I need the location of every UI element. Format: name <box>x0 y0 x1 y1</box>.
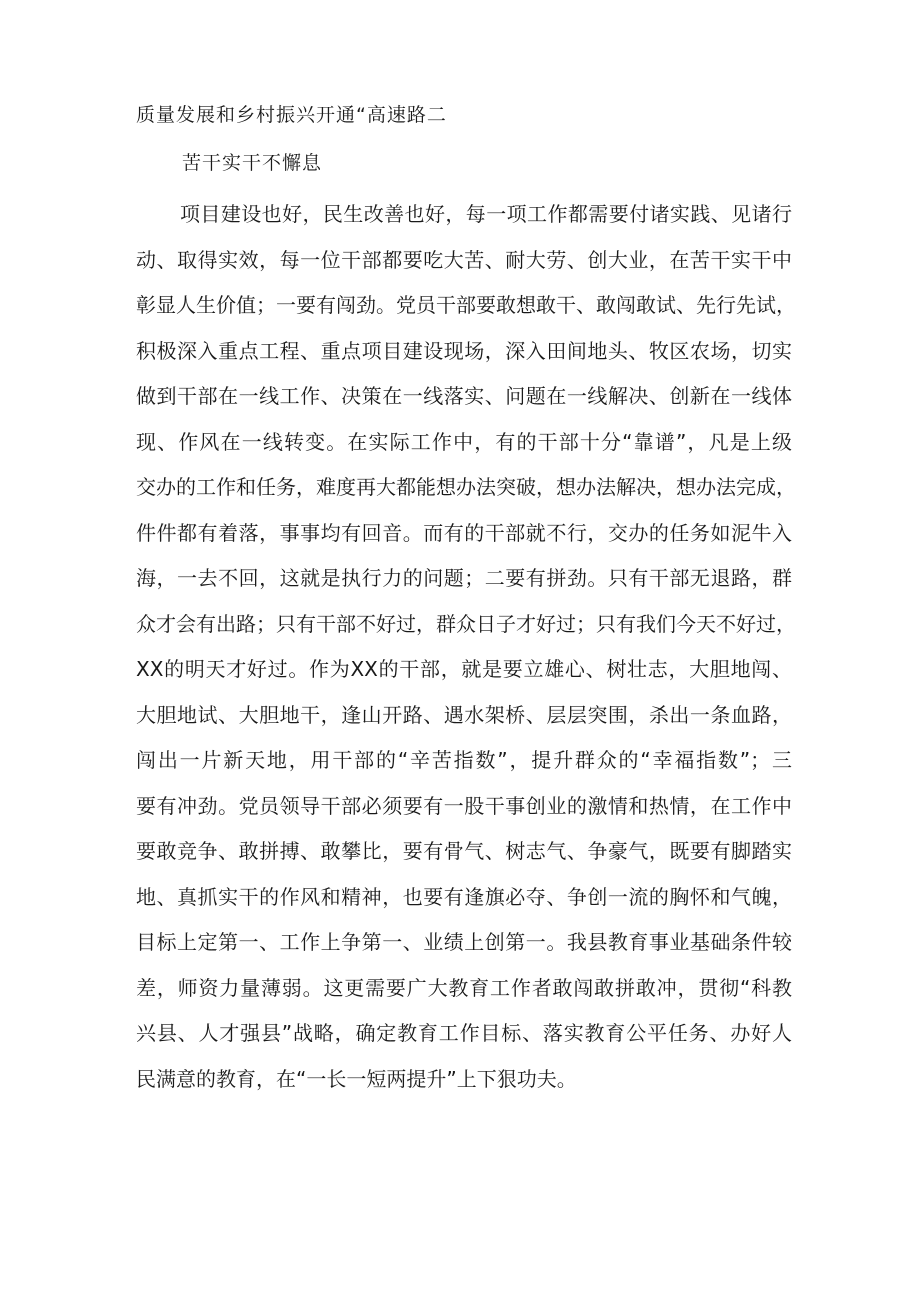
paragraph-line: 件件都有着落，事事均有回音。而有的干部就不行，交办的任务如泥牛入 <box>136 520 792 545</box>
paragraph-line: 海，一去不回，这就是执行力的问题；二要有拼劲。只有干部无退路，群 <box>136 566 792 590</box>
paragraph-line: 现、作风在一线转变。在实际工作中，有的干部十分“靠谱”，凡是上级 <box>136 429 792 454</box>
paragraph-line: 地、真抓实干的作风和精神，也要有逢旗必夺、争创一流的胸怀和气魄， <box>136 884 792 909</box>
paragraph-line: 差，师资力量薄弱。这更需要广大教育工作者敢闯敢拼敢冲，贯彻“科教 <box>136 975 792 1000</box>
paragraph-line: 众才会有出路；只有干部不好过，群众日子才好过；只有我们今天不好过， <box>136 611 796 636</box>
paragraph-line: 民满意的教育，在“一长一短两提升”上下狠功夫。 <box>136 1066 577 1091</box>
paragraph-line: 兴县、人才强县”战略，确定教育工作目标、落实教育公平任务、办好人 <box>136 1021 792 1045</box>
paragraph-line: 目标上定第一、工作上争第一、业绩上创第一。我县教育事业基础条件较 <box>136 930 792 954</box>
body-paragraph <box>136 192 796 1102</box>
paragraph-line: 做到干部在一线工作、决策在一线落实、问题在一线解决、创新在一线体 <box>136 384 792 408</box>
paragraph-line: 大胆地试、大胆地干，逢山开路、遇水架桥、层层突围，杀出一条血路， <box>136 702 792 727</box>
paragraph-line: 项目建设也好，民生改善也好，每一项工作都需要付诸实践、见诸行 <box>180 202 792 226</box>
paragraph-line: 闯出一片新天地，用干部的“辛苦指数”，提升群众的“幸福指数”；三 <box>136 748 792 772</box>
paragraph-line: 彰显人生价值；一要有闯劲。党员干部要敢想敢干、敢闯敢试、先行先试， <box>136 293 796 317</box>
paragraph-line: 动、取得实效，每一位干部都要吃大苦、耐大劳、创大业，在苦干实干中 <box>136 247 792 272</box>
paragraph-line: XX的明天才好过。作为XX的干部，就是要立雄心、树壮志，大胆地闯、 <box>136 657 792 681</box>
paragraph-line: 要敢竞争、敢拼搏、敢攀比，要有骨气、树志气、争豪气，既要有脚踏实 <box>136 839 792 863</box>
section-heading: 苦干实干不懈息 <box>182 152 323 174</box>
continued-text-line: 质量发展和乡村振兴开通“高速路二 <box>136 104 447 126</box>
paragraph-line: 交办的工作和任务，难度再大都能想办法突破，想办法解决，想办法完成， <box>136 475 796 499</box>
paragraph-line: 积极深入重点工程、重点项目建设现场，深入田间地头、牧区农场，切实 <box>136 338 792 363</box>
paragraph-line: 要有冲劲。党员领导干部必须要有一股干事创业的激情和热情，在工作中 <box>136 793 792 818</box>
